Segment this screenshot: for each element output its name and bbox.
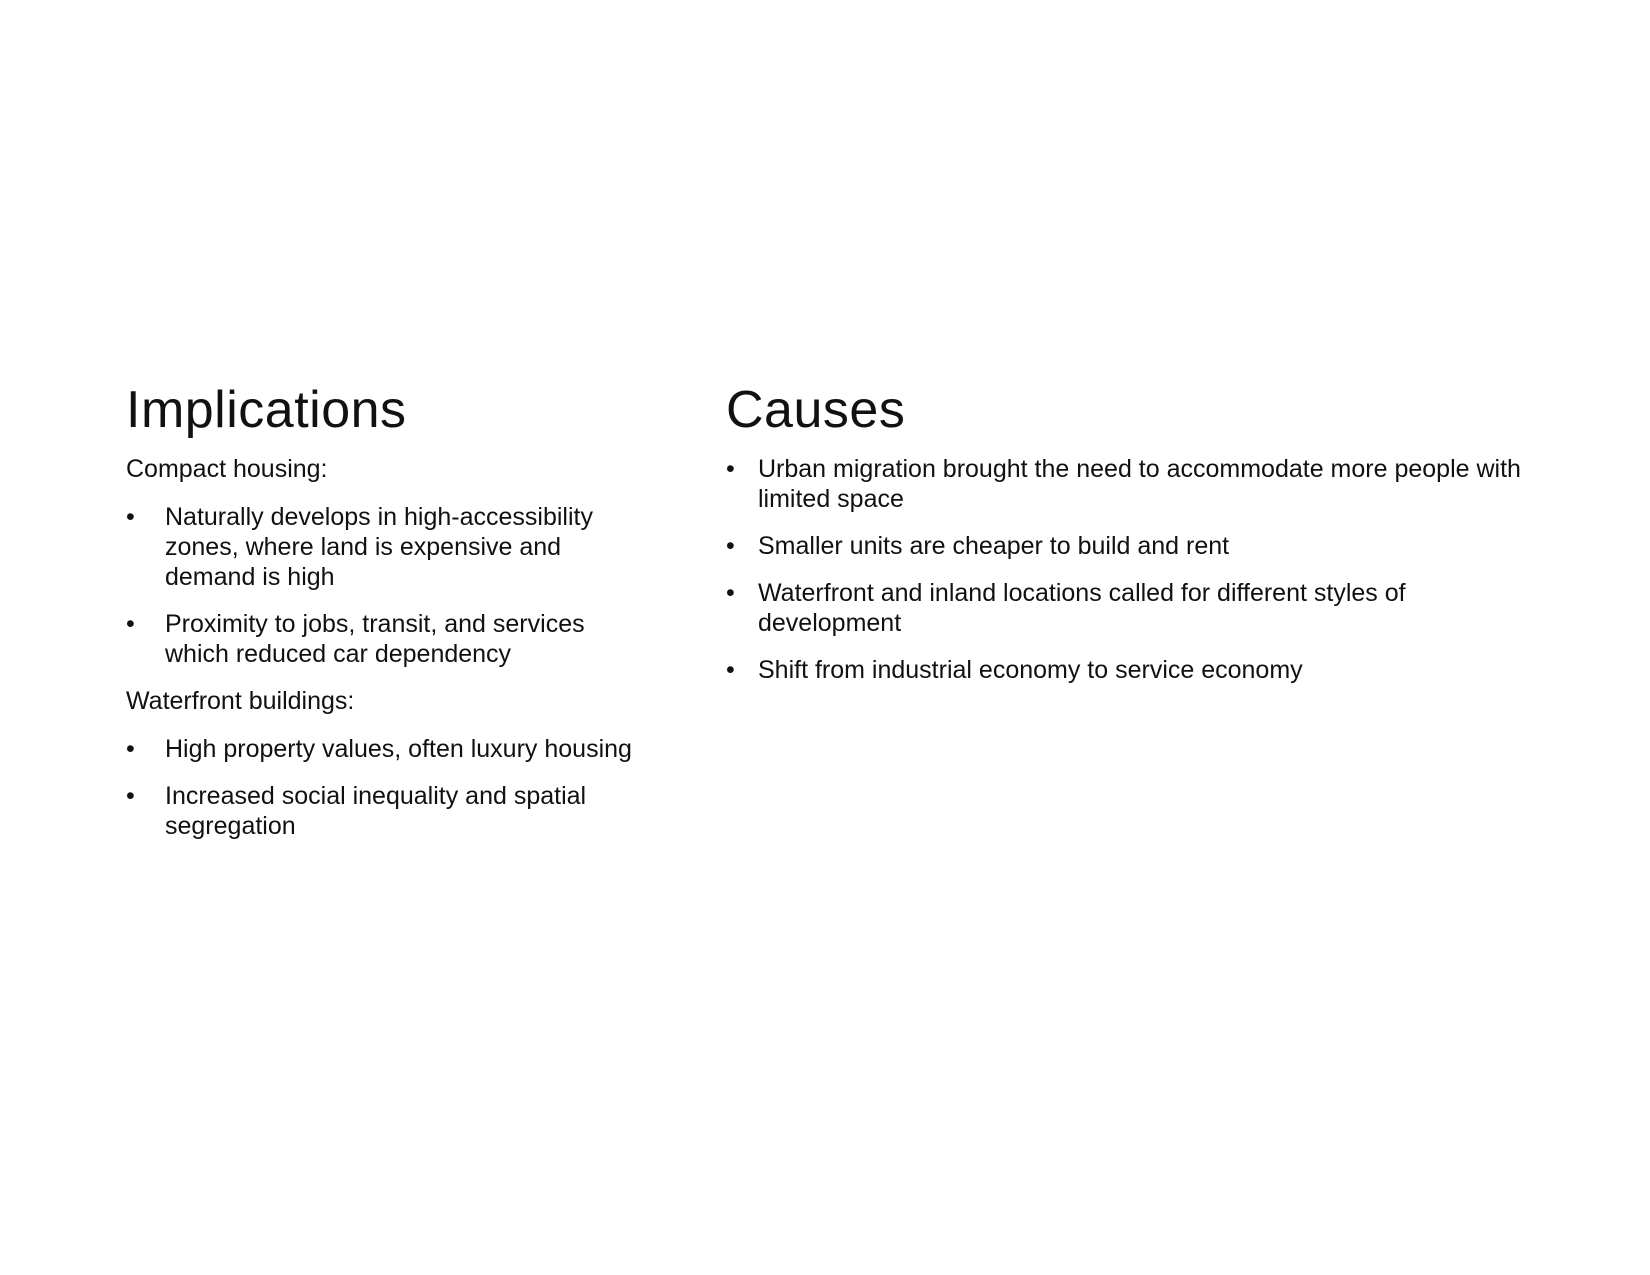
waterfront-buildings-list xyxy=(126,734,646,841)
bullet-icon: • xyxy=(726,579,735,607)
list-item-text: Waterfront and inland locations called for different styles of development xyxy=(758,579,1406,637)
list-item-text: Proximity to jobs, transit, and services which reduced car dependency xyxy=(165,610,585,668)
causes-title: Causes xyxy=(726,381,906,439)
list-item-text: Shift from industrial economy to service economy xyxy=(758,656,1303,684)
bullet-icon: • xyxy=(726,656,735,684)
bullet-icon: • xyxy=(126,610,135,638)
compact-housing-list xyxy=(126,502,646,669)
list-item xyxy=(726,578,1546,638)
list-item xyxy=(126,502,646,592)
causes-column xyxy=(726,380,1546,702)
bullet-icon: • xyxy=(126,503,135,531)
bullet-icon: • xyxy=(126,735,135,763)
list-item xyxy=(126,609,646,669)
list-item-text: Smaller units are cheaper to build and rent xyxy=(758,532,1230,560)
compact-housing-label: Compact housing: xyxy=(126,455,328,483)
list-item-text: Urban migration brought the need to accommodate more people with limited space xyxy=(758,455,1521,513)
list-item xyxy=(726,655,1546,685)
list-item-text: Increased social inequality and spatial segregation xyxy=(165,782,587,840)
list-item xyxy=(726,454,1546,514)
list-item xyxy=(726,531,1546,561)
bullet-icon: • xyxy=(726,455,735,483)
list-item xyxy=(126,781,646,841)
causes-list xyxy=(726,454,1546,685)
list-item xyxy=(126,734,646,764)
waterfront-buildings-label: Waterfront buildings: xyxy=(126,687,355,715)
bullet-icon: • xyxy=(126,782,135,810)
implications-column xyxy=(126,380,646,858)
list-item-text: High property values, often luxury housing xyxy=(165,735,632,763)
bullet-icon: • xyxy=(726,532,735,560)
implications-title: Implications xyxy=(126,381,407,439)
list-item-text: Naturally develops in high-accessibility zones, where land is expensive and demand is high xyxy=(165,503,593,591)
